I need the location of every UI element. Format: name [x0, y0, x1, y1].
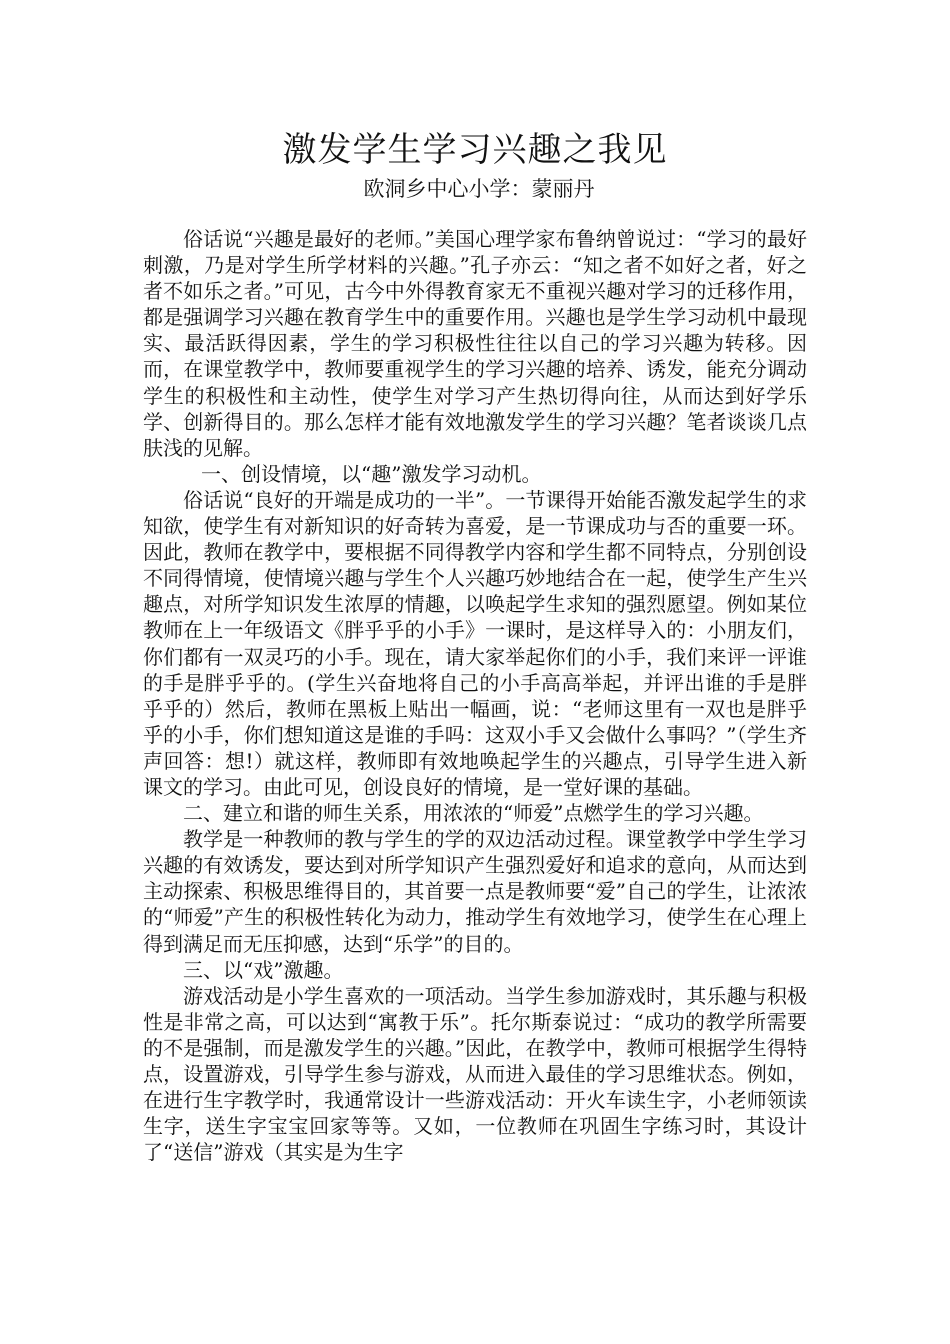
section-heading-3: 三、以“戏”激趣。	[183, 957, 344, 982]
document-title: 激发学生学习兴趣之我见	[282, 130, 668, 170]
author-line: 欧洞乡中心小学：蒙丽丹	[363, 177, 595, 201]
paragraph-section-1: 俗话说“良好的开端是成功的一半”。一节课得开始能否激发起学生的求知欲，使学生有对新知识的好奇转为喜爱，是一节课成功与否的重要一环。因此，教师在教学中，要根据不同得教学内容和学生都不同特点，分别创设不同得情境，使情境兴趣与学生个人兴趣巧妙地结合在一起，使学生产生兴趣点，对所学知识发生浓厚的情趣，以唤起学生求知的强烈愿望。例如某位教师在上一年级语文《胖乎乎的小手》一课时，是这样导入的：小朋友们，你们都有一双灵巧的小手。现在，请大家举起你们的小手，我们来评一评谁的手是胖乎乎的。(学生兴奋地将自己的小手高高举起，并评出谁的手是胖乎乎的）然后，教师在黑板上贴出一幅画，说：“老师这里有一双也是胖乎乎的小手，你们想知道这是谁的手吗：这双小手又会做什么事吗？”（学生齐声回答：想!）就这样，教师即有效地唤起学生的兴趣点，引导学生进入新课文的学习。由此可见，创设良好的情境，是一堂好课的基础。	[143, 487, 807, 799]
section-heading-1: 一、创设情境，以“趣”激发学习动机。	[201, 461, 542, 486]
paragraph-section-3: 游戏活动是小学生喜欢的一项活动。当学生参加游戏时，其乐趣与积极性是非常之高，可以达到“寓教于乐”。托尔斯泰说过：“成功的教学所需要的不是强制，而是激发学生的兴趣。”因此，在教学中，教师可根据学生得特点，设置游戏，引导学生参与游戏，从而进入最佳的学习思维状态。例如，在进行生字教学时，我通常设计一些游戏活动：开火车读生字，小老师领读生字，送生字宝宝回家等等。又如，一位教师在巩固生字练习时，其设计了“送信”游戏（其实是为生字	[143, 983, 807, 1165]
paragraph-section-2: 教学是一种教师的教与学生的学的双边活动过程。课堂教学中学生学习兴趣的有效诱发，要达到对所学知识产生强烈爱好和追求的意向，从而达到主动探索、积极思维得目的，其首要一点是教师要“爱”自己的学生，让浓浓的“师爱”产生的积极性转化为动力，推动学生有效地学习，使学生在心理上得到满足而无压抑感，达到“乐学”的目的。	[143, 827, 807, 956]
paragraph-intro: 俗话说“兴趣是最好的老师。”美国心理学家布鲁纳曾说过：“学习的最好刺激，乃是对学生所学材料的兴趣。”孔子亦云：“知之者不如好之者，好之者不如乐之者。”可见，古今中外得教育家无不重视兴趣对学习的迁移作用，都是强调学习兴趣在教育学生中的重要作用。兴趣也是学生学习动机中最现实、最活跃得因素，学生的学习积极性往往以自己的学习兴趣为转移。因而，在课堂教学中，教师要重视学生的学习兴趣的培养、诱发，能充分调动学生的积极性和主动性，使学生对学习产生热切得向往，从而达到好学乐学、创新得目的。那么怎样才能有效地激发学生的学习兴趣？笔者谈谈几点肤浅的见解。	[143, 227, 807, 460]
section-heading-2: 二、建立和谐的师生关系，用浓浓的“师爱”点燃学生的学习兴趣。	[183, 801, 764, 826]
document-body	[143, 226, 807, 1165]
